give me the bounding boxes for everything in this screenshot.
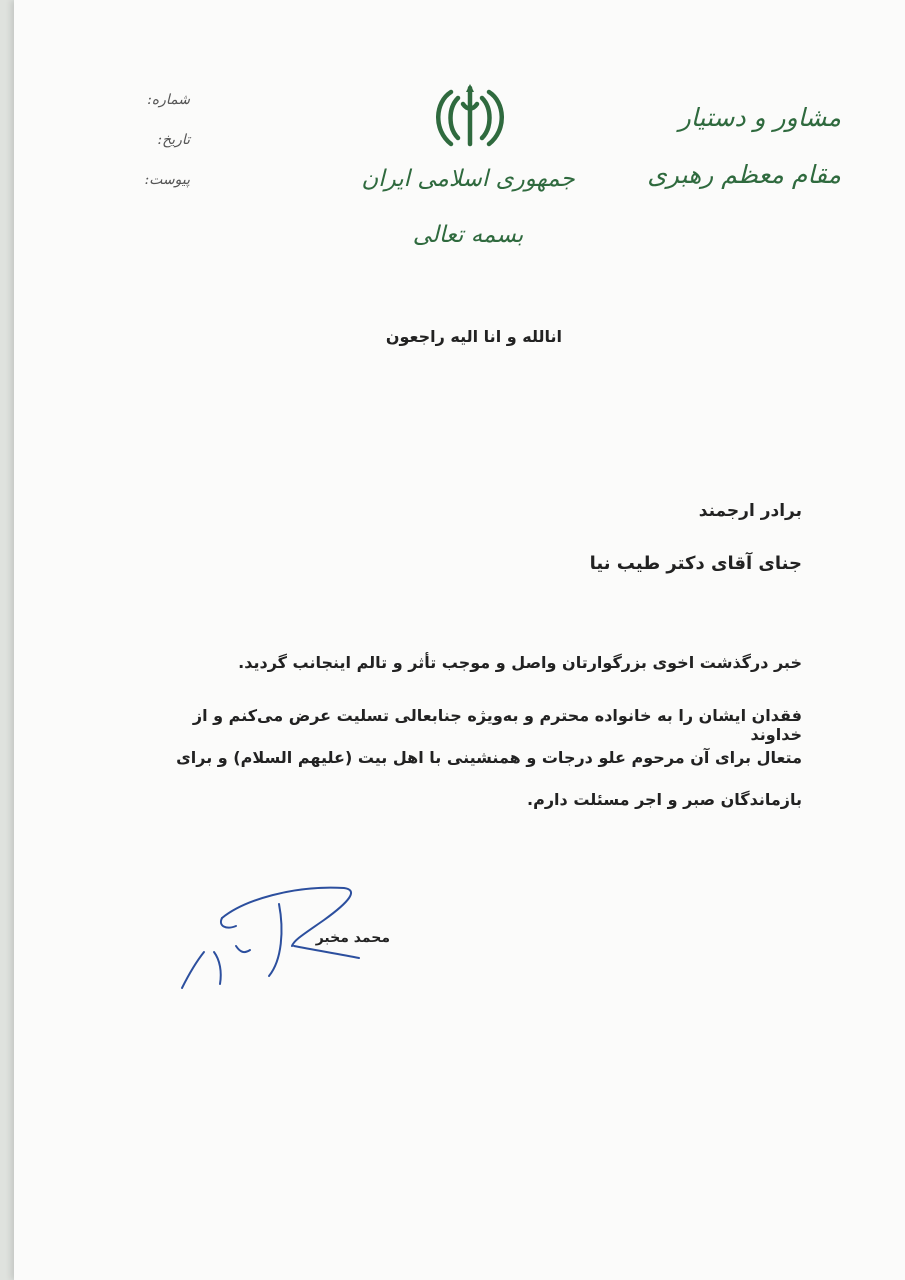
signatory-name: محمد مخبر [315, 930, 390, 946]
sender-title-line2: مقام معظم رهبری [647, 160, 841, 189]
iran-emblem-icon [427, 84, 513, 150]
handwritten-signature [174, 880, 364, 1000]
meta-number-label: شماره: [147, 92, 190, 108]
quran-verse: انالله و انا الیه راجعون [385, 327, 562, 346]
meta-date-label: تاریخ: [157, 132, 190, 148]
scan-left-edge [0, 0, 14, 1280]
sender-title-line1: مشاور و دستیار [678, 103, 841, 132]
paragraph-line-4: بازماندگان صبر و اجر مسئلت دارم. [527, 790, 802, 809]
meta-attachment-label: پیوست: [144, 172, 190, 188]
paragraph-line-3: متعال برای آن مرحوم علو درجات و همنشینی با اهل بیت (علیهم السلام) و برای [176, 748, 802, 767]
paragraph-line-1: خبر درگذشت اخوی بزرگوارتان واصل و موجب تأثر و تالم اینجانب گردید. [238, 653, 802, 672]
paragraph-line-2: فقدان ایشان را به خانواده محترم و به‌ویژه جنابعالی تسلیت عرض می‌کنم و از خداوند [192, 706, 802, 744]
letter-page [14, 0, 905, 1280]
invocation: بسمه تعالی [412, 222, 524, 248]
country-name: جمهوری اسلامی ایران [361, 166, 575, 192]
salutation-line1: برادر ارجمند [698, 501, 802, 521]
salutation-recipient: جنای آقای دکتر طیب نیا [589, 553, 802, 574]
